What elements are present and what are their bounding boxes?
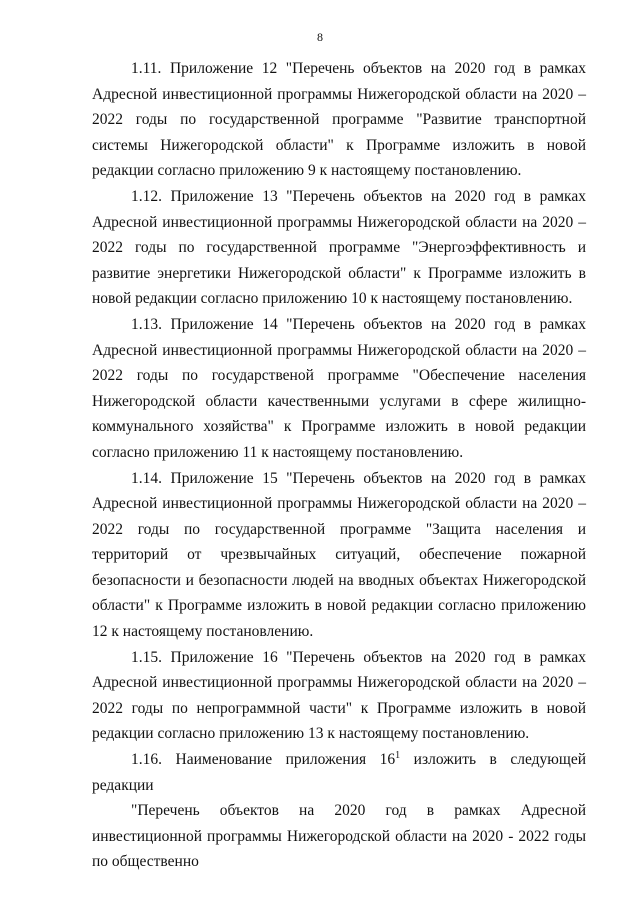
paragraph-1-13: 1.13. Приложение 14 "Перечень объектов на 2020 год в рамках Адресной инвестиционной программы Нижегородской области на 2020 – 2022 годы по государственой программе "Обеспечение населения Нижегородской области качественными услугами в сфере жилищно-коммунального хозяйства" к Программе изложить в новой редакции согласно приложению 11 к настоящему постановлению. bbox=[92, 315, 586, 461]
document-body bbox=[92, 56, 586, 875]
paragraph-1-14: 1.14. Приложение 15 "Перечень объектов на 2020 год в рамках Адресной инвестиционной программы Нижегородской области на 2020 – 2022 годы по государственной программе "Защита населения и территорий от чрезвычайных ситуаций, обеспечение пожарной безопасности и безопасности людей на вводных объектах Нижегородской области" к Программе изложить в новой редакции согласно приложению 12 к настоящему постановлению. bbox=[92, 469, 586, 641]
paragraph-1-16 bbox=[92, 747, 586, 798]
page-number: 8 bbox=[317, 30, 323, 44]
paragraph-1-12: 1.12. Приложение 13 "Перечень объектов на 2020 год в рамках Адресной инвестиционной программы Нижегородской области на 2020 – 2022 годы по государственной программе "Энергоэффективность и развитие энергетики Нижегородской области" к Программе изложить в новой редакции согласно приложению 10 к настоящему постановлению. bbox=[92, 187, 586, 308]
paragraph-1-16-text-end: изложить в следующей редакции bbox=[92, 751, 586, 794]
paragraph-1-16-text: 1.16. Наименование приложения 16 bbox=[131, 751, 396, 769]
paragraph-1-11: 1.11. Приложение 12 "Перечень объектов на 2020 год в рамках Адресной инвестиционной программы Нижегородской области на 2020 – 2022 годы по государственной программе "Развитие транспортной системы Нижегородской области" к Программе изложить в новой редакции согласно приложению 9 к настоящему постановлению. bbox=[92, 60, 586, 180]
paragraph-quote: "Перечень объектов на 2020 год в рамках Адресной инвестиционной программы Нижегородской области на 2020 - 2022 годы по общественно bbox=[92, 802, 586, 871]
superscript-marker: 1 bbox=[395, 750, 401, 762]
paragraph-1-15: 1.15. Приложение 16 "Перечень объектов на 2020 год в рамках Адресной инвестиционной программы Нижегородской области на 2020 – 2022 годы по непрограммной части" к Программе изложить в новой редакции согласно приложению 13 к настоящему постановлению. bbox=[92, 648, 586, 743]
